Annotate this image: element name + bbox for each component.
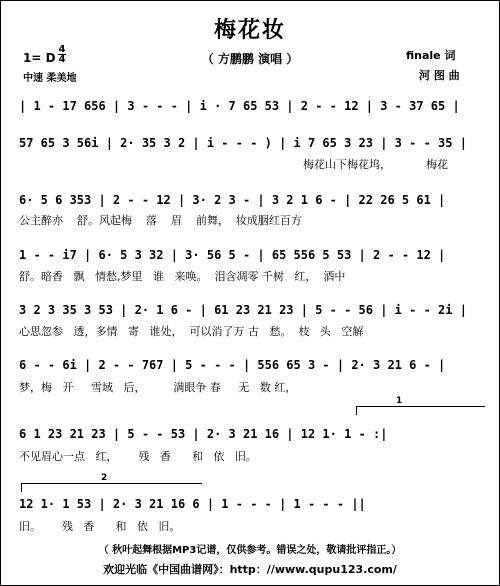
time-signature (58, 45, 66, 64)
notation-line-5: 3 2 3 35 3 53 | 2· 1 6 - | 61 23 21 23 | 5 - - 56 | i - - 2i | (19, 303, 467, 317)
lyricist-credit: finale 词 (406, 49, 456, 62)
composer-credit: 河 图 曲 (419, 69, 460, 82)
notation-line-4: 1 - - i7 | 6· 5 3 32 | 3· 56 5 - | 65 556 5 53 | 2 - - 12 | (19, 248, 446, 262)
key-signature: 1= D (23, 51, 56, 65)
volta-1-label: 1 (396, 396, 403, 406)
notation-line-8: 12 1· 1 53 | 2· 3 21 16 6 | 1 - - - | 1 - - - || (19, 497, 366, 511)
volta-2-bracket (21, 483, 202, 492)
volta-2-label: 2 (101, 473, 108, 483)
lyric-line-6: 梦，梅 开 雪域 后， 满眼争 春 无 数 红， (19, 381, 297, 394)
website-footer: 欢迎光临《中国曲谱网》：http：//www.qupu123.com/ (103, 563, 397, 576)
notation-line-7: 6 1 23 21 23 | 5 - - 53 | 2· 3 21 16 | 12 1· 1 - :| (19, 427, 388, 441)
lyric-line-3: 公主醉亦 舒。风起梅 落 眉 前舞， 妆成胭红百方 (19, 214, 302, 227)
lyric-line-7: 不见眉心一点 红， 残 香 和 依 旧。 (19, 450, 257, 463)
volta-1-bracket (356, 406, 485, 415)
singer-subtitle: （ 方鹏鹏 演唱 ） (201, 52, 299, 66)
notation-line-1: | 1 - 17 656 | 3 - - - | i · 7 65 53 | 2 - - 12 | 3 - 37 65 | (19, 99, 460, 113)
notation-line-2: 57 65 3 56i | 2· 35 3 2 | i - - - ) | i 7 65 3 23 | 3 - - 35 | (19, 136, 467, 150)
lyric-line-2: 梅花山下梅花坞， 梅花 (303, 158, 448, 171)
time-signature-bottom: 4 (58, 54, 66, 65)
lyric-line-4: 舒。暗香 飘 情愁,梦里 谁 来唤。 泪含凋零 千树 红， 酒中 (19, 270, 346, 283)
notation-line-3: 6· 5 6 353 | 2 - - 12 | 3· 2 3 - | 3 2 1 6 - | 22 26 5 61 | (19, 193, 446, 207)
notation-line-6: 6 - - 6i | 2 - - 767 | 5 - - - | 556 65 3 - | 2· 3 21 6 - | (19, 358, 446, 372)
time-signature-top: 4 (58, 44, 66, 55)
lyric-line-8: 旧。 残 香 和 依 旧。 (19, 520, 181, 533)
tempo-marking: 中速 柔美地 (23, 73, 77, 84)
song-title: 梅花妆 (213, 18, 286, 43)
transcriber-note: （ 秋叶起舞根据MP3记谱，仅供参考。错误之处，敬请批评指正。） (98, 545, 402, 556)
lyric-line-5: 心思忽参 透，多情 寄 谁处， 可以消了万 古 愁。 枝 头 空解 (19, 325, 364, 338)
